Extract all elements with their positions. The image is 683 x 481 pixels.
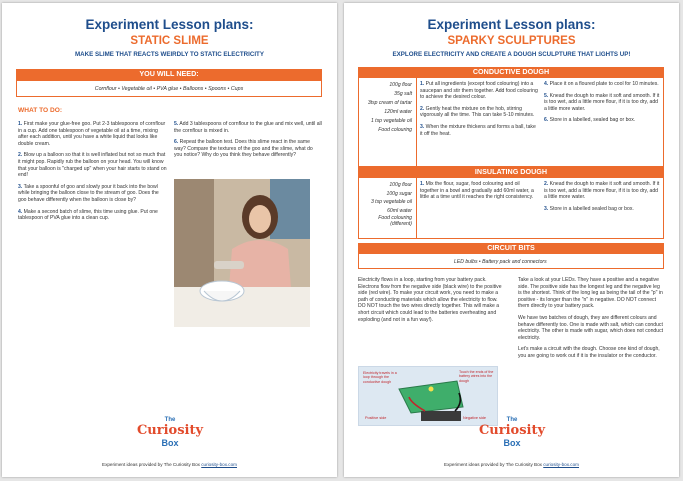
footer-link[interactable]: curiosity-box.com	[543, 462, 579, 467]
diagram-label-right: Touch the ends of the battery wires into the dough	[459, 370, 494, 383]
step-number: 6.	[544, 117, 549, 124]
page-tagline: MAKE SLIME THAT REACTS WEIRDLY TO STATIC ELECTRICITY	[75, 51, 264, 58]
circuit-bits-list: LED bulbs • Battery pack and connectors	[454, 259, 547, 265]
steps-right-column	[174, 121, 322, 164]
step-item	[420, 124, 538, 137]
step-number: 3.	[544, 205, 549, 212]
ingredients-divider	[416, 178, 417, 239]
experiment-photo	[174, 179, 310, 327]
body-text-right	[518, 277, 664, 365]
page-subtitle: SPARKY SCULPTURES	[447, 35, 576, 47]
conductive-dough-header: CONDUCTIVE DOUGH	[358, 67, 664, 78]
ingredient: 60ml water	[387, 207, 412, 214]
step-text: Make a second batch of slime, this time using glue. Put one tablespoon of PVA glue into a clean cup.	[18, 208, 158, 222]
lesson-page-sparky-sculptures	[344, 3, 679, 477]
todo-header: WHAT TO DO:	[18, 107, 63, 114]
needs-list: Cornflour • Vegetable oil • PVA glue • Balloons • Spoons • Cups	[94, 86, 244, 92]
step-item	[18, 121, 168, 147]
insulating-steps-right	[544, 181, 660, 217]
step-text: Store in a labelled sealed bag or box.	[549, 205, 634, 212]
diagram-positive-label: Positive side	[365, 416, 387, 420]
logo-word-the: The	[506, 417, 518, 423]
step-item	[544, 181, 660, 201]
ingredient: 3tsp cream of tartar	[367, 100, 412, 106]
conductive-steps-left	[420, 81, 538, 142]
footer-link[interactable]: curiosity-box.com	[201, 462, 237, 467]
body-text-left: Electricity flows in a loop, starting from your battery pack. Electrons flow from the negative side (black wire) to the positive side (red wire). To make your circuit work, you need to make a path of conducting materials which allow the electricity to flow. DO NOT touch the two wires directly together. This will make a short circuit which could lead to the batteries overheating and exploding (and not in a fun way!).	[358, 277, 502, 323]
step-number: 1.	[420, 181, 425, 187]
step-text: Mix the flour, sugar, food colouring and oil together in a bowl and gradually add 60ml water, a little at a time until it reaches the right consistency.	[420, 181, 534, 201]
step-text: Repeat the balloon test. Does this slime react in the same way? Compare the textures of the goo and the slime, what do you notice? Why do you think they behave differently?	[174, 139, 313, 159]
circuit-bits-header: CIRCUIT BITS	[358, 243, 664, 254]
logo-word-curiosity: Curiosity	[136, 423, 204, 438]
ingredient: 100g sugar	[386, 190, 412, 197]
step-item	[544, 206, 660, 213]
ingredient: 100g flour	[389, 182, 412, 188]
step-text: Add 3 tablespoons of cornflour to the glue and mix well, until all the cornflour is mixed in.	[174, 121, 322, 134]
page-title: Experiment Lesson plans:	[427, 17, 596, 32]
page-footer	[344, 462, 679, 467]
conductive-steps-right	[544, 81, 660, 129]
step-number: 5.	[174, 121, 179, 127]
step-text: Knead the dough to make it soft and smooth. If it is too wet, add a little more flour, if it is too dry, add a little more water.	[544, 181, 660, 201]
step-item	[544, 117, 660, 124]
step-text: Blow up a balloon so that it is well inflated but not so much that it might pop. Rapidly rub the balloon on your head. You will know that your balloon is "charged up" when your hair starts to stand on end!	[18, 152, 167, 179]
ingredients-divider	[416, 78, 417, 167]
ingredient: 35g salt	[394, 91, 412, 97]
step-text: Take a spoonful of goo and slowly pour it back into the bowl while bringing the balloon close to the stream of goo. Does the goo behave differently when the balloon is close by?	[18, 183, 159, 203]
insulating-ingredients	[360, 181, 412, 227]
needs-header: YOU WILL NEED:	[16, 69, 322, 81]
step-item	[174, 121, 322, 134]
step-item	[544, 93, 660, 113]
lesson-page-static-slime	[2, 3, 337, 477]
step-item	[420, 106, 538, 119]
insulating-steps-left	[420, 181, 538, 206]
step-number: 1.	[18, 121, 23, 127]
step-item	[18, 209, 168, 222]
step-number: 3.	[18, 183, 23, 190]
ingredient: 3 tsp vegetable oil	[370, 199, 412, 206]
page-subtitle: STATIC SLIME	[130, 35, 209, 47]
step-text: Put all ingredients (except food colouring) into a saucepan and stir them together. Add food colouring to achieve the desired colour.	[420, 81, 538, 101]
step-number: 4.	[544, 81, 549, 87]
step-text: First make your glue-free goo. Put 2-3 tablespoons of cornflour in a cup. Add one tablespoon of vegetable oil at a time, mixing after each addition, until you have a white liquid that looks like double cream.	[18, 121, 166, 147]
step-text: Knead the dough to make it soft and smooth. If it is too wet, add a little more flour, if it is too dry, add a little more water.	[544, 92, 660, 112]
body-paragraph: Take a look at your LEDs. They have a positive and a negative side. The positive side has the longest leg and the negative leg is the shortest. Think of the long leg as being the tail of the "p" in positive - its longer than the "n" in negative. DO NOT connect them directly to your battery pack.	[518, 277, 663, 310]
diagram-label-left: Electricity travels in a loop through the conductive dough	[363, 371, 397, 384]
curiosity-box-logo	[472, 417, 552, 448]
step-item	[18, 152, 168, 178]
step-item	[544, 81, 660, 88]
insulating-dough-header: INSULATING DOUGH	[358, 167, 664, 178]
ingredient: 1 tsp vegetable oil	[370, 118, 412, 124]
step-number: 2.	[420, 105, 425, 112]
ingredient: Food colouring	[378, 127, 412, 133]
step-item	[420, 81, 538, 101]
steps-left-column	[18, 121, 168, 227]
logo-word-curiosity: Curiosity	[478, 423, 546, 438]
ingredient: Food colouring (different)	[378, 215, 412, 228]
page-tagline: EXPLORE ELECTRICITY AND CREATE A DOUGH SCULPTURE THAT LIGHTS UP!	[392, 51, 631, 58]
step-number: 5.	[544, 92, 549, 99]
step-number: 4.	[18, 208, 23, 215]
logo-word-box: Box	[503, 438, 521, 448]
step-number: 2.	[544, 181, 549, 187]
step-number: 2.	[18, 152, 23, 159]
logo-word-the: The	[164, 417, 176, 423]
step-text: Store in a labelled, sealed bag or box.	[549, 117, 636, 124]
step-text: Place it on a floured plate to cool for 10 minutes.	[549, 81, 659, 87]
step-item	[174, 139, 322, 159]
logo-word-box: Box	[161, 438, 179, 448]
page-footer	[2, 462, 337, 467]
photo-illustration	[174, 179, 310, 327]
step-item	[18, 184, 168, 204]
body-paragraph: Let's make a circuit with the dough. Choose one kind of dough, you are going to work out if it is the insulator or the conductor.	[518, 346, 660, 359]
ingredient: 120ml water	[384, 109, 412, 115]
step-number: 1.	[420, 81, 425, 87]
ingredient: 100g flour	[389, 82, 412, 88]
step-text: When the mixture thickens and forms a ball, take it off the heat.	[420, 123, 536, 137]
step-text: Gently heat the mixture on the hob, stirring vigorously all the time. This can take 5-10 minutes.	[420, 105, 535, 119]
conductive-ingredients	[360, 81, 412, 135]
page-title: Experiment Lesson plans:	[85, 17, 254, 32]
footer-text: Experiment ideas provided by The Curiosity Box	[444, 462, 544, 467]
body-paragraph: We have two batches of dough, they are different colours and behave differently too. One is made with salt, which can conduct electricity. The other is made with sugar, which does not conduct electricity.	[518, 314, 664, 341]
step-number: 3.	[420, 123, 425, 130]
footer-text: Experiment ideas provided by The Curiosity Box	[102, 462, 202, 467]
diagram-negative-label: Negative side	[463, 416, 487, 420]
curiosity-box-logo	[130, 417, 210, 448]
step-item	[420, 181, 538, 201]
step-number: 6.	[174, 139, 179, 146]
